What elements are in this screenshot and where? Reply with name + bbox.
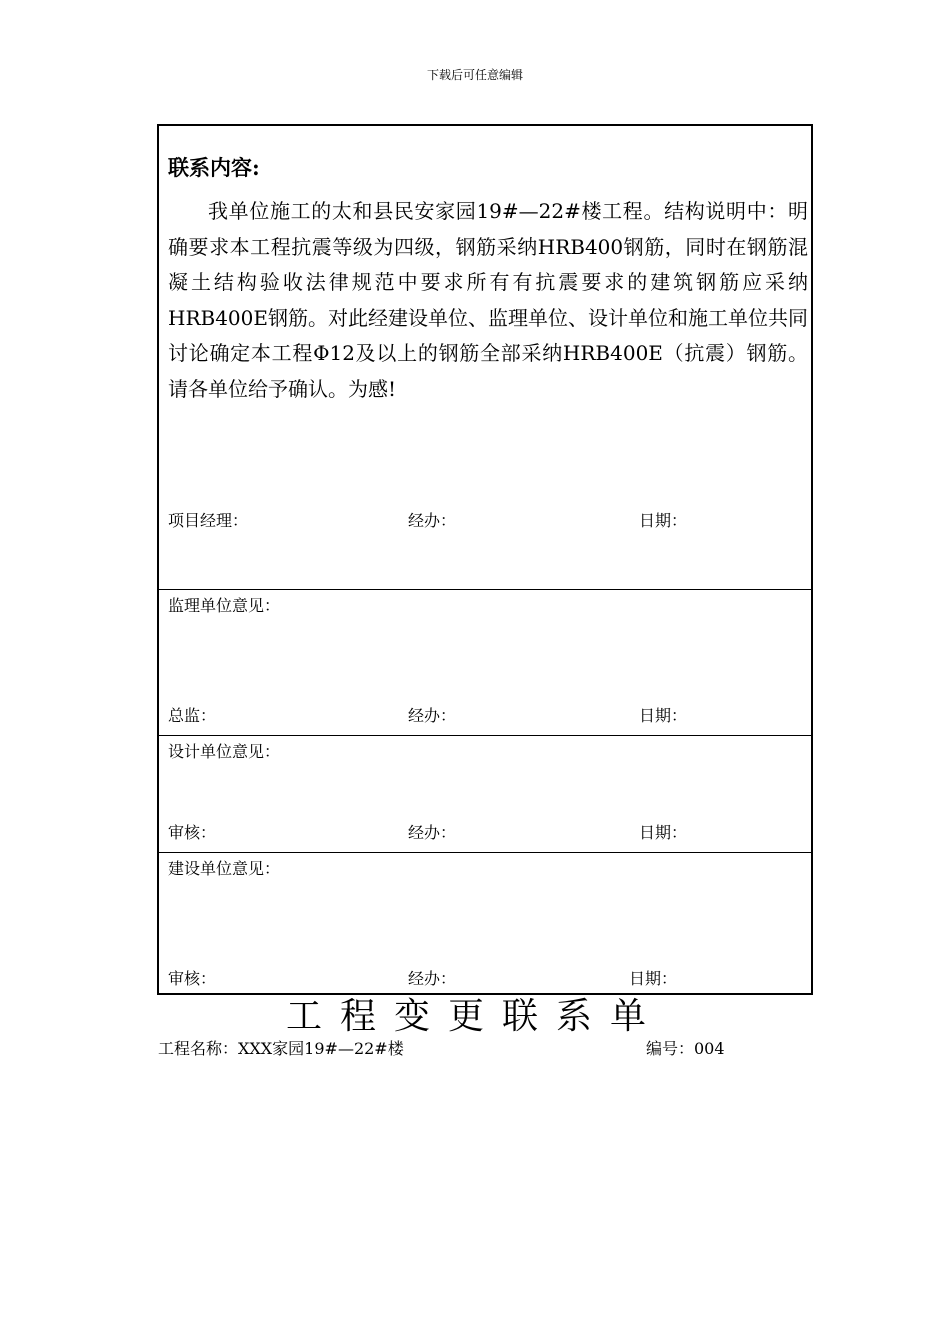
date-label: 日期： [629, 969, 678, 988]
design-section [159, 735, 811, 853]
date-label: 日期： [639, 706, 688, 725]
contact-heading: 联系内容: [168, 155, 260, 180]
change-contact-form [157, 124, 813, 995]
supervision-sign-row [159, 703, 811, 725]
contact-body-text: 我单位施工的太和县民安家园19#—22#楼工程。结构说明中：明确要求本工程抗震等级为四级，钢筋采纳HRB400钢筋，同时在钢筋混凝土结构验收法律规范中要求所有有抗震要求的建筑钢筋应采纳HRB400E钢筋。对此经建设单位、监理单位、设计单位和施工单位共同讨论确定本工程Φ12及以上的钢筋全部采纳HRB400E（抗震）钢筋。请各单位给予确认。为感! [168, 199, 808, 401]
handler-label: 经办： [408, 511, 457, 530]
document-number: 编号：004 [646, 1039, 725, 1058]
header-note: 下载后可任意编辑 [426, 68, 523, 82]
construction-section [159, 852, 811, 996]
construction-label: 建设单位意见： [168, 859, 281, 878]
design-label: 设计单位意见： [168, 742, 281, 761]
form-title: 工程变更联系单 [285, 996, 664, 1037]
project-name: 工程名称：XXX家园19#—22#楼 [158, 1039, 404, 1058]
project-manager-label: 项目经理： [168, 511, 249, 530]
contact-sign-row [159, 508, 811, 530]
supervision-label: 监理单位意见： [168, 596, 281, 615]
contact-section [159, 126, 811, 589]
date-label: 日期： [639, 511, 688, 530]
design-sign-row [159, 820, 811, 842]
handler-label: 经办： [408, 823, 457, 842]
reviewer-label: 审核： [168, 823, 217, 842]
chief-supervisor-label: 总监： [168, 706, 217, 725]
supervision-section [159, 589, 811, 736]
date-label: 日期： [639, 823, 688, 842]
construction-sign-row [159, 966, 811, 988]
reviewer-label: 审核： [168, 969, 217, 988]
handler-label: 经办： [408, 706, 457, 725]
handler-label: 经办： [408, 969, 457, 988]
